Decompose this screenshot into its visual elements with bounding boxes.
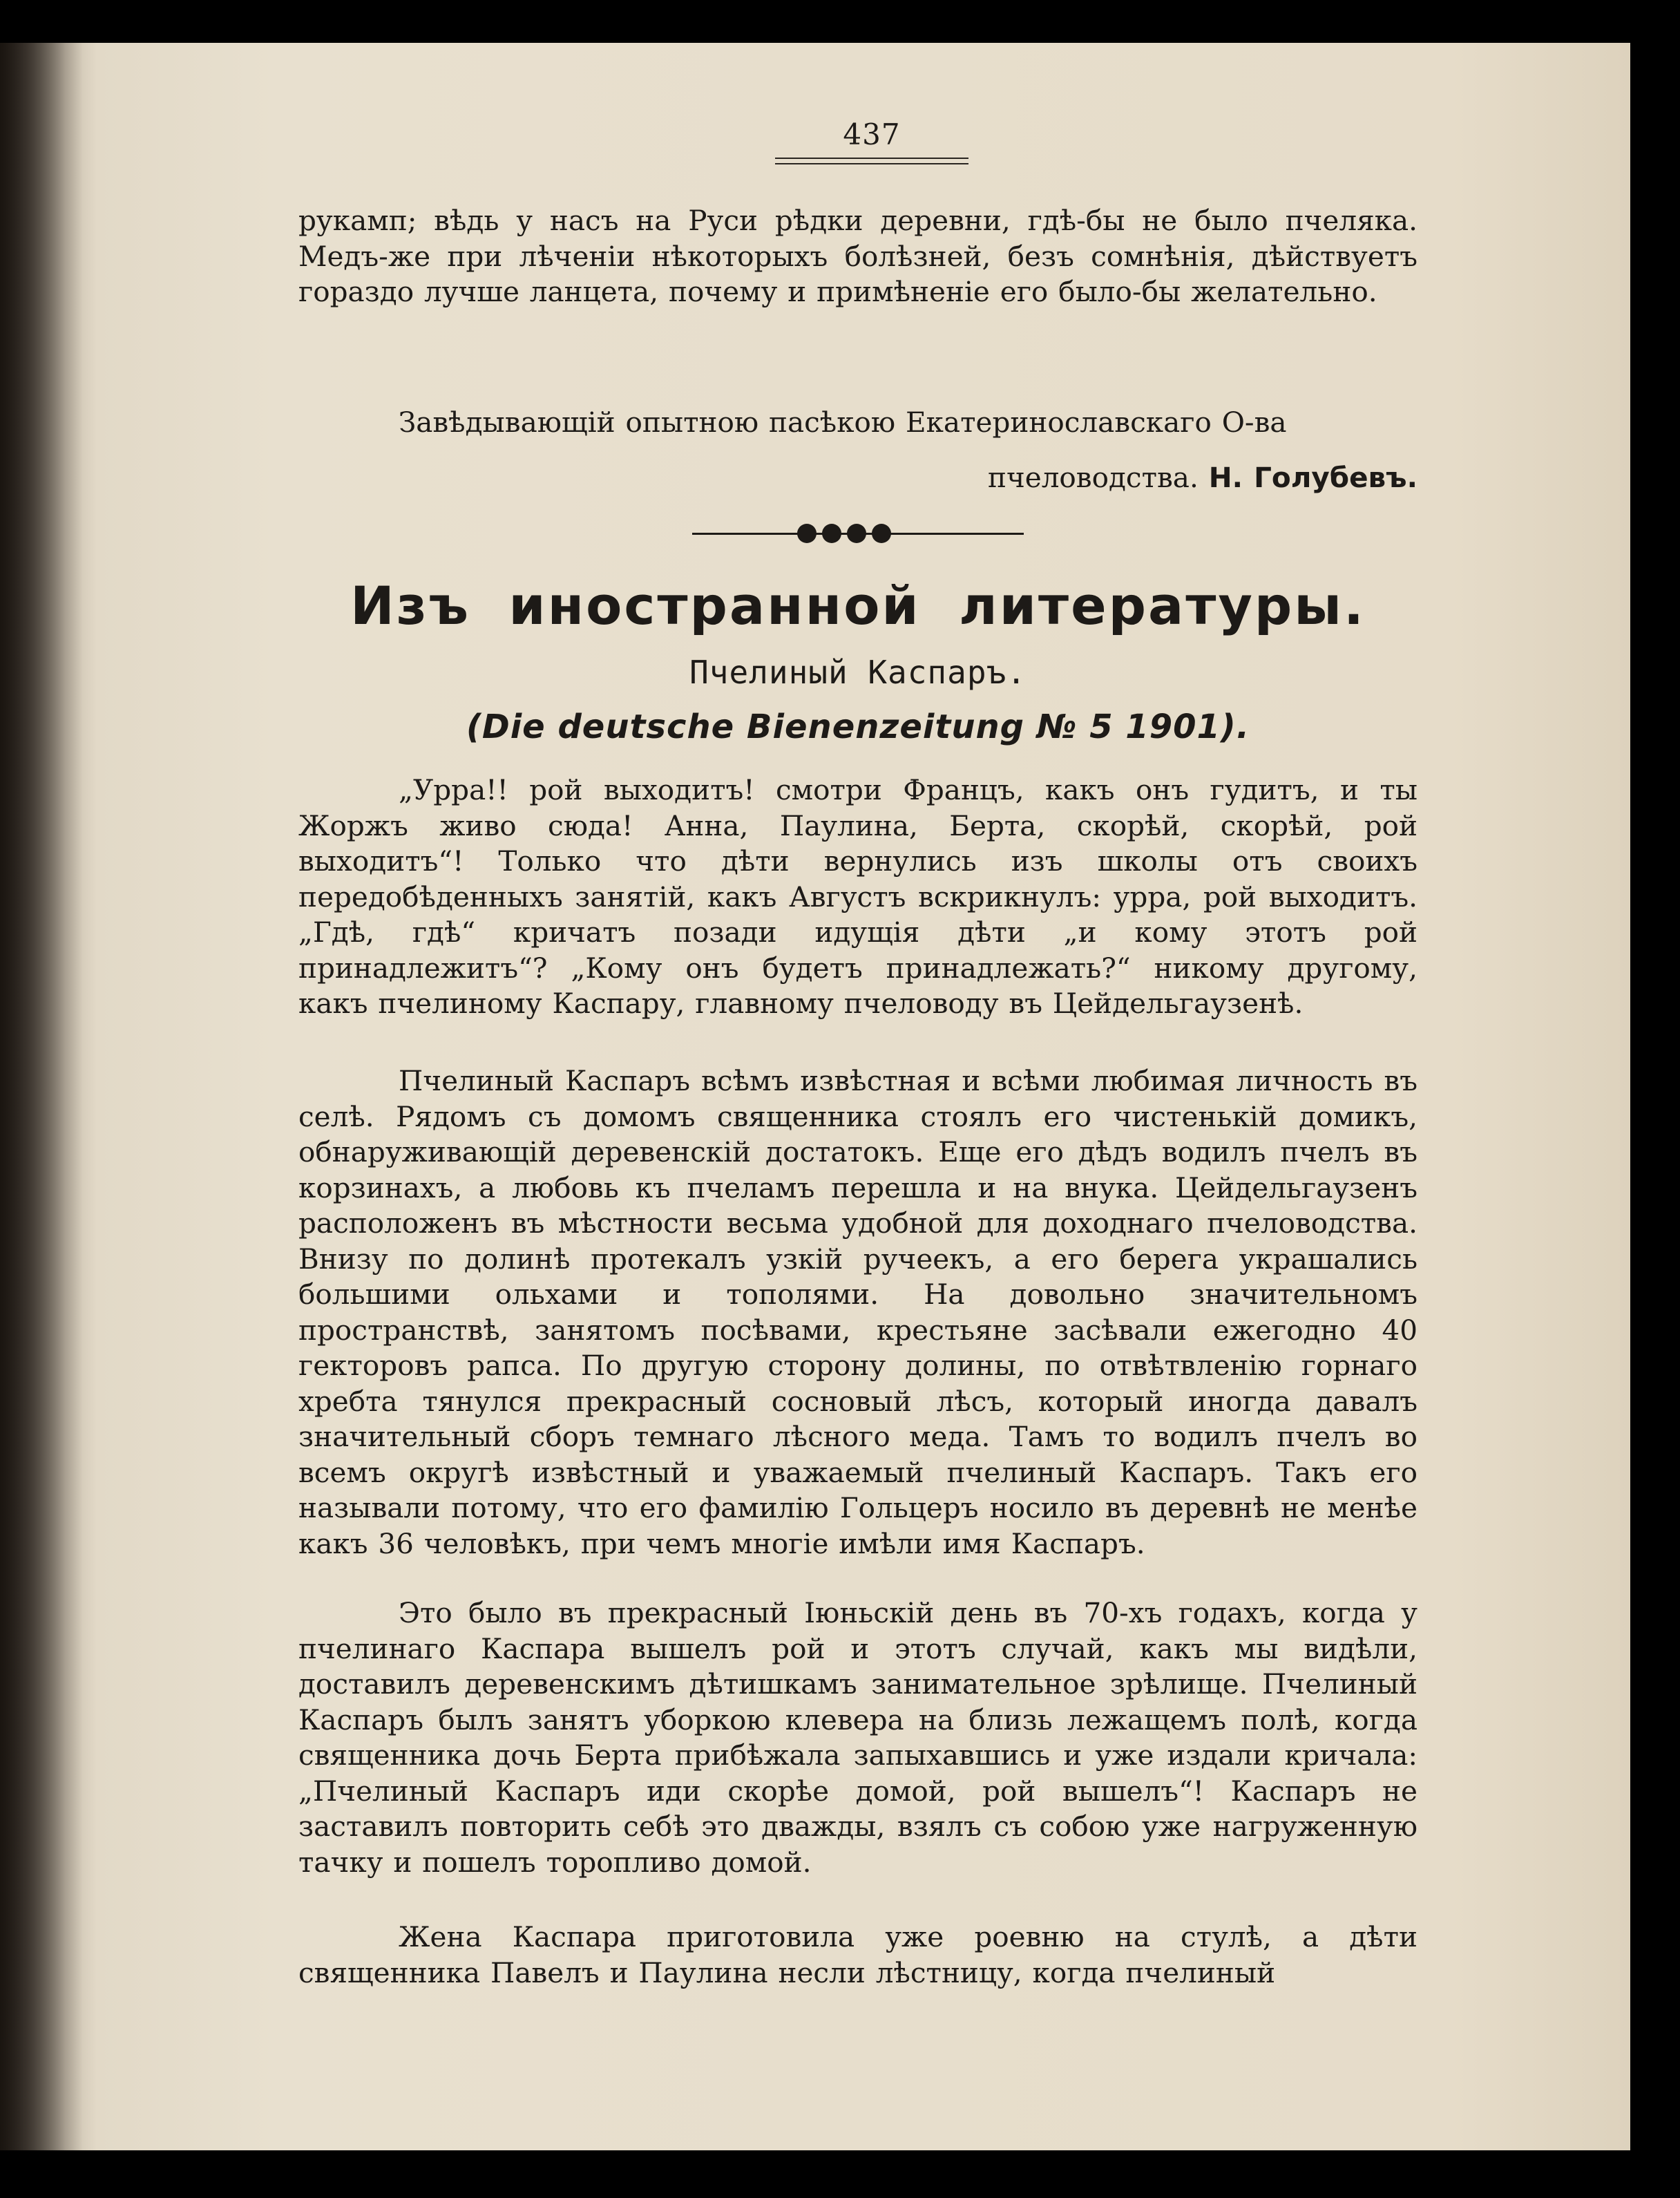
ornament-dot [847,524,866,543]
article-paragraph-4: Жена Каспара приготовила уже роевню на стулѣ, а дѣти священника Павелъ и Паулина несли лѣстницу, когда пчелиный [298,1920,1418,1989]
book-page [0,43,1630,2150]
divider-ornament-icon [692,520,1024,547]
signature-author: Н. Голубевъ. [1208,461,1418,494]
signature-line-2 [298,460,1418,496]
article-paragraph-1: „Урра!! рой выходитъ! смотри Францъ, какъ онъ гудитъ, и ты Жоржъ живо сюда! Анна, Паулина, Берта, скорѣй, скорѣй, рой выходитъ“! Только что дѣти вернулись изъ школы отъ своихъ передобѣденныхъ занятій, какъ Августъ вскрикнулъ: урра, рой выходитъ. „Гдѣ, гдѣ“ кричатъ позади идущія дѣти „и кому этотъ рой принадлежитъ“? „Кому онъ будетъ принадлежать?“ никому другому, какъ пчелиному Каспару, главному пчеловоду въ Цейдельгаузенѣ. [298,773,1418,1020]
article-paragraph-3: Это было въ прекрасный Іюньскій день въ 70-хъ годахъ, когда у пчелинаго Каспара вышелъ рой и этотъ случай, какъ мы видѣли, доставилъ деревенскимъ дѣтишкамъ занимательное зрѣлище. Пчелиный Каспаръ былъ занятъ уборкою клевера на близь лежащемъ полѣ, когда священника дочь Берта прибѣжала запыхавшись и уже издали кричала: „Пчелиный Каспаръ иди скорѣе домой, рой вышелъ“! Каспаръ не заставилъ повторить себѣ это дважды, взялъ съ собою уже нагруженную тачку и пошелъ торопливо домой. [298,1596,1418,1879]
ornament-dot [797,524,817,543]
binding-gutter-shadow [0,43,83,2150]
intro-paragraph: рукамп; вѣдь у насъ на Руси рѣдки деревни, гдѣ-бы не было пчеляка. Медъ-же при лѣченіи нѣкоторыхъ болѣзней, безъ сомнѣнія, дѣйствуетъ гораздо лучше ланцета, почему и примѣненіе его было-бы желательно. [298,204,1418,308]
page-number: 437 [843,117,901,151]
ornament-dot [822,524,841,543]
article-paragraph-2: Пчелиный Каспаръ всѣмъ извѣстная и всѣми любимая личность въ селѣ. Рядомъ съ домомъ священника стоялъ его чистенькій домикъ, обнаруживающій деревенскій достатокъ. Еще его дѣдъ водилъ пчелъ въ корзинахъ, а любовь къ пчеламъ перешла и на внука. Цейдельгаузенъ расположенъ въ мѣстности весьма удобной для доходнаго пчеловодства. Внизу по долинѣ протекалъ узкій ручеекъ, а его берега украшались большими ольхами и тополями. На довольно значительномъ пространствѣ, занятомъ посѣвами, крестьяне засѣвали ежегодно 40 гекторовъ рапса. По другую сторону долины, по отвѣтвленію горнаго хребта тянулся прекрасный сосновый лѣсъ, который иногда давалъ значительный сборъ темнаго лѣсного меда. Тамъ то водилъ пчелъ во всемъ округѣ извѣстный и уважаемый пчелиный Каспаръ. Такъ его называли потому, что его фамилію Гольцеръ носило въ деревнѣ не менѣе какъ 36 человѣкъ, при чемъ многіе имѣли имя Каспаръ. [298,1064,1418,1560]
article-source: (Die deutsche Bienenzeitung № 5 1901). [466,708,1250,746]
signature-prefix: пчеловодства. [987,461,1199,494]
page-number-rule [775,158,968,164]
article-subtitle: Пчелиный Каспаръ. [689,654,1027,691]
section-title: Изъ иностранной литературы. [350,575,1366,636]
ornament-dot [872,524,891,543]
signature-line-1: Завѣдывающій опытною пасѣкою Екатеринославскаго О-ва [399,406,1287,439]
